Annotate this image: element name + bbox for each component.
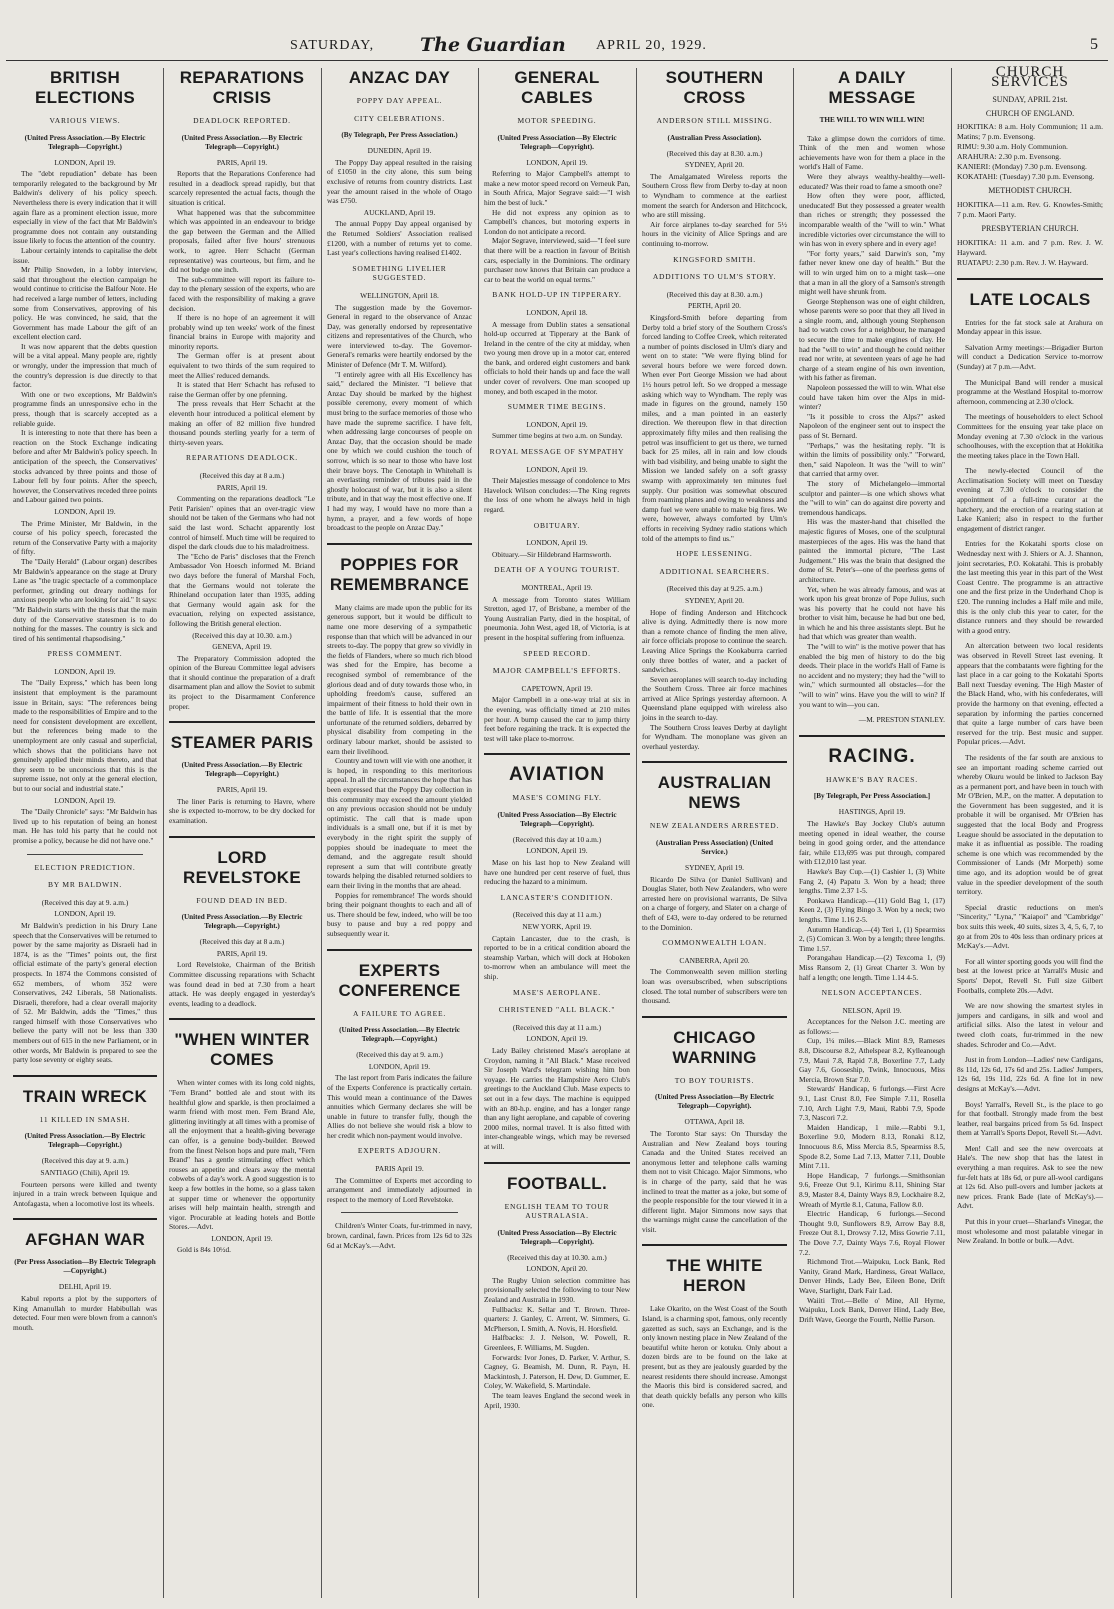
dateline: LONDON, April 19. — [526, 538, 588, 548]
subhead: 11 KILLED IN SMASH. — [39, 1114, 131, 1124]
paragraph: What happened was that the subcommittee which was appointed in an endeavour to bridge the gap between the German and the Allied proposals, failed after five hours' strenuous work, to agree. Herr Schacht (German representative) was courteous, but firm, and he did not budge one inch. — [169, 207, 315, 275]
paragraph: How often they were poor, afflicted, uneducated! But they possessed a greater wealth than riches or strength; they possessed the incomparable wealth of the "will to win." What incredible victories over circumstance the will to win has won in every sphere and in every age! — [799, 191, 945, 249]
separator — [957, 278, 1103, 280]
dateline: DUNEDIN, April 19. — [367, 146, 432, 156]
church-date: SUNDAY, APRIL 21st. — [992, 95, 1068, 105]
acceptance-list: Maiden Handicap, 1 mile.—Rabbi 9.1, Boxerline 9.0, Modern 8.13, Ronaki 8.12, Innocuous 8.6, Miss Mercia 8.5, Spearmiss 8.5, Spode 8.2, Some Lad 7.13, Matter 7.11, Double Mint 7.11. — [799, 1122, 945, 1171]
dateline: PERTH, April 20. — [688, 301, 741, 311]
headline-reparations-crisis: REPARATIONS CRISIS — [179, 68, 305, 107]
headline-anzac-day: ANZAC DAY — [348, 68, 451, 87]
separator — [799, 735, 945, 737]
paragraph: It is interesting to note that there has been a reaction on the Stock Exchange indicating before and after Mr Baldwin's policy speech. In anticipation of the speech, the Conservatives' stocks advanced by three points and those of Labour fell by four points. After the speech, however, the Conservatives receded three points and Labour gained two points. — [13, 428, 157, 505]
dateline: LONDON, April 19. — [526, 464, 588, 474]
paragraph: Forwards: Ivor Jones, D. Parker, V. Arthur, S. Cagney, G. Beamish, M. Dunn, R. Payn, H. Mackintosh, J. Paterson, H. Dew, D. Gummer, E. Coley, W. Wakefield, S. Martindale. — [484, 1352, 630, 1391]
masthead-rule — [6, 60, 1108, 61]
paragraph: The story of Michelangelo—immortal sculptor and painter—is one which shows what the "will to win" can do against dire poverty and tremendous handicaps. — [799, 478, 945, 517]
paragraph: The press reveals that Herr Schacht at the eleventh hour introduced a political element by making an offer of 82 million five hundred thousand pounds sterling yearly for a term of thirty-seven years. — [169, 399, 315, 447]
church-service: KANIERI: (Monday) 7.30 p.m. Evensong. — [957, 162, 1087, 172]
dateline: GENEVA, April 19. — [212, 642, 272, 652]
received-line: (Received this day at 9.25. a.m.) — [666, 584, 763, 594]
headline-experts-conference: EXPERTS CONFERENCE — [338, 960, 461, 1000]
paragraph: "Is it possible to cross the Alps?" asked Napoleon of the engineer sent out to inspect the pass of St. Bernard. — [799, 411, 945, 440]
column-rule — [163, 68, 164, 1598]
paragraph: Entries for the fat stock sale at Arahura on Monday appear in this issue. — [957, 317, 1103, 337]
headline-football: FOOTBALL. — [507, 1173, 607, 1193]
headline-train-wreck: TRAIN WRECK — [22, 1086, 148, 1106]
headline-lord-revelstoke: LORD REVELSTOKE — [183, 847, 301, 887]
column-british-elections — [10, 64, 160, 1604]
race-result: Hawke's Bay Cup.—(1) Cashier 1, (3) White Fang 2, (4) Papatu 3. Won by a head; three lengths. Time 2.37 1-5. — [799, 866, 945, 896]
subhead: LANCASTER'S CONDITION. — [500, 892, 614, 902]
dateline: PARIS, April 19. — [216, 948, 268, 958]
separator — [484, 1162, 630, 1164]
masthead-date: APRIL 20, 1929. — [596, 38, 707, 53]
paragraph: The Commonwealth seven million sterling loan was oversubscribed, when subscriptions closed. The total number of subscribers were ten thousand. — [642, 967, 787, 1006]
dateline: OTTAWA, April 18. — [684, 1117, 745, 1127]
paragraph: Major Campbell in a one-way trial at six in the evening, was officially timed at 210 miles per hour. A bump caused the car to jump thirty feet before regaining the track. It is expected the test will take place to-morrow. — [484, 695, 630, 743]
separator — [642, 1016, 787, 1018]
paragraph: An altercation between two local residents was observed in Revell Street last evening. It appears that the combatants were fighting for the last place in a car going to the Kokatahi Sports Ball next Tuesday evening. The High Master of the Black Hand, who, with his confederates, will provide the harmony on that evening, effected a separation by informing the parties concerned that quite a large number of cars have been reserved for the trip. Best music and supper. Popular prices.—Advt. — [957, 641, 1103, 747]
masthead-day: SATURDAY, — [290, 38, 375, 53]
paragraph: Lord Revelstoke, Chairman of the British Committee discussing reparations with Schacht was found dead in bed at 7.30 from a heart attack. He was deeply engaged in yesterday's events, leading to a deadlock. — [169, 960, 315, 1008]
received-line: (Received this day at 8 a.m.) — [199, 937, 285, 947]
dateline: SYDNEY, April 20. — [685, 595, 744, 605]
received-line: (Received this day at 9. a.m.) — [41, 1156, 129, 1166]
credit-line: (By Telegraph, Per Press Association.) — [341, 131, 458, 140]
subhead: MASE'S AEROPLANE. — [513, 987, 601, 997]
received-line: (Received this day at 8 a.m.) — [199, 471, 285, 480]
subhead: SOMETHING LIVELIER SUGGESTED. — [352, 263, 447, 283]
advertisement: We are now showing the smartest styles in jumpers and cardigans, in silk and wool and artificial silks. Also the latest in velour and tweed cloth coats, fur-trimmed in the new shades. Schroder and Co.—Advt. — [957, 1001, 1103, 1049]
paragraph: Yet, when he was already famous, and was at work upon his great bronze of Pope Julius, such was his poverty that he could not have his brother to visit him, because he had but one bed, in which he and his three assistants slept. But he had that which was greater than wealth. — [799, 584, 945, 642]
headline-aviation: AVIATION — [509, 764, 605, 786]
acceptance-list: Waiiti Trot.—Belle o' Mine, All Hyrne, Waipuku, Lock Bank, Denver Hind, Lady Bee, Drift Wave, George the Fourth, Nellie Parson. — [799, 1295, 945, 1324]
paragraph: Obituary.—Sir Hildebrand Harmsworth. — [492, 549, 612, 559]
column-rule — [636, 68, 637, 1598]
paragraph: The "debt repudiation" debate has been temporarily relegated to the background by Mr Baldwin's delivery of his policy speech. Nevertheless there is every indication that it will again flare as a prominent election issue, more especially in view of the fact that Mr Baldwin's programme does not contain any outstanding issue likely to focus the attention of the country. — [13, 169, 157, 246]
separator — [642, 1244, 787, 1246]
paragraph: The Municipal Band will render a musical programme at the Westland Hospital to-morrow afternoon, commencing at 2.30 o'clock. — [957, 377, 1103, 406]
subhead: CITY CELEBRATIONS. — [354, 113, 445, 123]
paragraph: The annual Poppy Day appeal organised by the Returned Soldiers' Association realised £1200, with a number of returns yet to come. Last year's collections having realised £1402. — [327, 219, 472, 258]
paragraph: Their Majesties message of condolence to Mrs Havelock Wilson concludes:—The King regrets the loss of one whom he always held in high regard. — [484, 476, 630, 514]
paragraph: Entries for the Kokatahi sports close on Wednesday next with J. Shiers or A. J. Shannon, joint secretaries, P.O. Kokatahi. This is probably the last meeting this year in this part of the West Coast Centre. The programme is an attractive one and the first prize in the Underhand Chop is £20. The running includes a Half mile and mile, this is the only club this year to cater, for the distance runners and they should be rewarded with a good entry. — [957, 539, 1103, 635]
subhead: POPPY DAY APPEAL. — [356, 96, 443, 105]
subhead: KINGSFORD SMITH. — [673, 254, 756, 264]
paragraph: The Rugby Union selection committee has provisionally selected the following to tour New Zealand and Australia in 1930. — [484, 1275, 630, 1305]
subhead: ELECTION PREDICTION. — [34, 862, 136, 872]
church-service: KOKATAHI: (Tuesday) 7.30 p.m. Evensong. — [957, 172, 1095, 182]
dateline: CAPETOWN, April 19. — [521, 683, 593, 693]
received-line: (Received this day at 8.30. a.m.) — [666, 289, 763, 299]
advertisement: Men! Call and see the new overcoats at Hale's. The new shop that has the latest in everything a man requires. Ask to see the new fur-felt hats at 18s 6d, or pure all-wool cardigans at 12s 6d. Also pull-overs and lumber jackets at new prices. Frank Bade (late of McKay's).—Advt. — [957, 1143, 1103, 1211]
subhead: COMMONWEALTH LOAN. — [662, 938, 767, 948]
paragraph: Fullbacks: K. Sellar and T. Brown. Three-quarters: J. Ganley, C. Arrent, W. Simmers, G. McPherson, I. Smith, A. Novis, H. Horsfield. — [484, 1304, 630, 1333]
subhead: SUMMER TIME BEGINS. — [507, 402, 607, 412]
paragraph: Halfbacks: J. J. Nelson, W. Powell, R. Greenlees, F. Williams, M. Sugden. — [484, 1333, 630, 1353]
dateline: NELSON, April 19. — [842, 1005, 902, 1015]
advertisement: For all winter sporting goods you will find the best at the lowest price at Yarrall's Music and Sports' Depot, Revell St. Full size Gilbert Footballs, complete 20s.—Advt. — [957, 956, 1103, 995]
subhead: ADDITIONS TO ULM'S STORY. — [652, 272, 777, 282]
headline-steamer-paris: STEAMER PARIS — [170, 733, 314, 753]
credit-line: (Australian Press Association) (United Service.) — [655, 839, 774, 857]
paragraph: Major Segrave, interviewed, said—"I feel sure that there will be a reaction in favour of British cars, especially in the Dominions. The ordinary purchaser now knows that Britain can produce a car to beat the world on equal terms." — [484, 236, 630, 284]
subhead: HAWKE'S BAY RACES. — [826, 774, 918, 784]
column-daily-message — [796, 64, 948, 1604]
church-service: HOKITIKA: 8 a.m. Holy Communion; 11 a.m. Matins; 7 p.m. Evensong. — [957, 122, 1103, 142]
paragraph: He did not express any opinion as to Campbell's chances, but motoring experts in London do not anticipate a record. — [484, 207, 630, 236]
column-reparations — [166, 64, 318, 1604]
paragraph: The Hawke's Bay Jockey Club's autumn meeting opened in ideal weather, the course being in good going order, and the attendance fair, while £13,695 was put through, compared with £12,010 last year. — [799, 819, 945, 867]
received-line: (Received this day at 10 a.m.) — [512, 834, 602, 844]
column-rule — [478, 68, 479, 1598]
advertisement: Special drastic reductions on men's "Sincerity," "Lyna," "Kaiapoi" and "Cambridge" box suits this week, 40 suits, sizes 3, 4, 5, 6, 7, to go at from 20s to 40s less than ordinary prices at McKay's.—Advt. — [957, 902, 1103, 951]
paragraph: The team leaves England the second week in April, 1930. — [484, 1391, 630, 1410]
advertisement: Boys! Yarrall's, Revell St., is the place to go for that football. Strongly made from the best leather, real bargains priced from 5s 6d. Inspect them at Yarrall's Sports Depot, Revell St.—Advt. — [957, 1099, 1103, 1138]
dateline: LONDON, April 19. — [54, 157, 116, 167]
race-result: Ponkawa Handicap.—(11) Gold Bag 1, (17) Keen 2, (3) Flying Bingo 3. Won by a neck; two lengths. Time 1.16 2-5. — [799, 895, 945, 924]
paragraph: Take a glimpse down the corridors of time. Think of the men and women whose achievements have won for them a place in the world's Hall of Fame. — [799, 133, 945, 172]
paragraph: Napoleon possessed the will to win. What else could have taken him over the Alps in mid-winter? — [799, 383, 945, 412]
page-number: 5 — [1090, 36, 1098, 53]
paragraph: With one or two exceptions, Mr Baldwin's programme finds an unresponsive echo in the press, though that is scarcely accepted as a reliable guide. — [13, 389, 157, 428]
paragraph: "Perhaps," was the hesitating reply. "It is within the limits of possibility only." "Forward, then," said Napoleon. It was the "will to win" that carried that army over. — [799, 440, 945, 479]
paragraph: Mr Baldwin's prediction in his Drury Lane speech that the Conservatives will be returned to power by the same majority as Disraeli had in 1874, is as the "Times" points out, the first official estimate of the party's general election prospects. In 1874 the Commons consisted of 652 members, of whom 352 were Conservatives, 242 Liberals, 58 Nationalists. Disraeli, therefore, had a clear overall majority of 52. Mr Baldwin, adds the "Times," thus ranged himself with those Conservatives who believe the party will not be less than 330 members out of 615 in the new Parliament, or in other words, Mr Baldwin is prepared to see the party lose seventy or eighty seats. — [13, 920, 157, 1065]
dateline: HASTINGS, April 19. — [838, 807, 906, 817]
credit-line: (United Press Association.—By Electric Telegraph—Copyright.) — [24, 1132, 146, 1150]
paragraph: "For forty years," said Darwin's son, "my father never knew one day of health." But the will to win urged him on to a might task—one that a man in all the glory of a Samson's strength might well have shrunk from. — [799, 248, 945, 297]
race-result: Porangahau Handicap.—(2) Texcoma 1, (9) Miss Ransom 2, (1) Great Charter 3. Won by half a length; one length. Time 1.14 4-5. — [799, 953, 945, 982]
credit-line: [By Telegraph, Per Press Association.] — [813, 792, 931, 801]
paragraph: Kingsford-Smith before departing from Derby told a brief story of the Southern Cross's forced landing to Coffee Creek, which reiterated a number of points disclosed in Ulm's diary and went on to state: "We were flying blind for several hours before we were forced down. When ever Port George Mission we had about 1½ hours petrol left. So we dropped a message asking which way to Wyndham. The reply was made in figures on the ground, namely 150 miles, and a man pointed in an easterly direction. We thereupon flew in that direction approximately fifty miles and then realising the petrol was insufficient to get us there, we turned back for 25 miles, all in rain and low clouds with bad visibility, and being unable to sight the Mission we landed safely on a soft grassy swamp with approximately ten minutes fuel supply. Our position was somewhat obscured from roaming planes and owing to weakness and damp fuel we were unable to make big fires. We were, however, always comforted by Ulm's efforts in receiving Sydney radio stations which told of the attempts to find us." — [642, 312, 787, 543]
dateline: LONDON, April 19. — [211, 1233, 273, 1243]
paragraph: The Amalgamated Wireless reports the Southern Cross flew from Derby to-day at noon to Wyndham to commence at the earliest moment the search for Anderson and Hitchcock, who are still missing. — [642, 171, 787, 220]
subhead: DEADLOCK REPORTED. — [193, 116, 291, 125]
subhead: BY MR BALDWIN. — [47, 880, 123, 890]
separator — [169, 1018, 315, 1020]
subhead: SPEED RECORD. — [523, 648, 591, 658]
dateline: PARIS April 19. — [375, 1164, 424, 1174]
paragraph: The "Echo de Paris" discloses that the French Ambassador Von Hoesch informed M. Briand two days before the funeral of Marshal Foch, that the Germans would not tolerate the Rhineland occupation later than 1935, adding that Germany would again ask for the evacuation, relying on expected assistance, following the British general election. — [169, 551, 315, 628]
church-denomination: METHODIST CHURCH. — [988, 186, 1072, 196]
paragraph: Captain Lancaster, due to the crash, is reported to be in a critical condition aboard the steamship Varban, which will dock at Hoboken to-morrow when an ambulance will meet the ship. — [484, 933, 630, 981]
church-service: RIMU: 9.30 a.m. Holy Communion. — [957, 142, 1068, 152]
paragraph: The suggestion made by the Governor-General in regard to the observance of Anzac Day, was generally endorsed by representative citizens and representatives of the Church, who were interviewed to-day. The Governor-General's remarks were heartily endorsed by the Minister of Defence (Mr T. M. Wilford). — [327, 302, 472, 370]
paragraph: Fourteen persons were killed and twenty injured in a train wreck between Iquique and Antofagasta, when a locomotive lost its wheels. — [13, 1179, 157, 1208]
headline-poppies: POPPIES FOR REMEMBRANCE — [329, 554, 470, 594]
headline-australian-news: AUSTRALIAN NEWS — [657, 773, 772, 813]
received-line: (Received this day at 11 a.m.) — [512, 910, 602, 920]
paragraph: The "Daily Express," which has been long insistent that employment is the paramount issue in Britain, says: "The references being made to the responsibilities of Empire and to the need for consistent development are excellent, but the references being made to the unemployment are only casual and superficial, which shows that the politicians have not genuinely applied their minds thereto, and that they seem to be unconscious that this is the supreme issue, not only at the general election, but to our social and industrial state." — [13, 678, 157, 793]
dateline: DELHI, April 19. — [58, 1282, 112, 1292]
dateline: SANTIAGO (Chili), April 19. — [40, 1168, 130, 1178]
column-rule — [321, 68, 322, 1598]
subhead: MOTOR SPEEDING. — [517, 116, 597, 125]
paragraph: Poppies for remembrance! The words should bring their poignant thoughts to each and all of us. There should be few, indeed, who will be too busy to pause and buy a red poppy and subsequently wear it. — [327, 890, 472, 938]
received-line: (Received this day at 8.30. a.m.) — [666, 148, 763, 158]
paragraph: Lake Okarito, on the West Coast of the South Island, is a charming spot, famous, only recently gazetted as such, says an Exchange, and is the only known nesting place in New Zealand of the beautiful white heron or kotuku. Only about a dozen birds are to be found on the lake at present, but as they are jealously guarded by the nearest residents there should increase. Amongst the Maoris this bird is considered sacred, and that death quickly befalls any person who kills one. — [642, 1304, 787, 1410]
paragraph: It was now apparent that the debts question will be a vital appeal. Many people are, rightly or wrongly, under the impression that much of the country's depression is due directly to that factor. — [13, 341, 157, 390]
separator — [169, 721, 315, 723]
dateline: SYDNEY, April 19. — [685, 863, 744, 873]
paragraph: The "will to win" is the motive power that has enabled the big men of history to do the big deeds. Their place in the world's Hall of Fame is no accident and no mystery; they had the "will to win," which surmounted all obstacles—for the "will to win" wins. Have you the will to win? If you want to win—you can. — [799, 642, 945, 709]
separator — [341, 1212, 458, 1213]
church-service: HOKITIKA: 11 a.m. and 7 p.m. Rev. J. W. Hayward. — [957, 237, 1103, 257]
headline-southern-cross: SOUTHERN CROSS — [665, 68, 764, 107]
paragraph: "I entirely agree with all His Excellency has said," declared the Minister. "I believe that Anzac Day should be marked by the highest possible ceremony, every moment of which must bring to the surface memories of those who have made the supreme sacrifice. I have felt, when addressing large concourses of people on Anzac Day, that the occasion should be made one by which we could cushion the touch of sorrow, which is so near to those who have lost their brave boys. The Cenotaph in Whitehall is an everlasting reminder of tributes paid in the ghostly holocaust of war, but it is also a silent tribute, and in that way the most effective one. If I had my way, I would have no more than a hymn, a prayer, and a few words of hope broadcast to the people on Anzac Day." — [327, 369, 472, 533]
dateline: LONDON, April 19. — [526, 157, 588, 167]
subhead: VARIOUS VIEWS. — [49, 116, 121, 125]
paragraph: Acceptances for the Nelson J.C. meeting are as follows:— — [799, 1017, 945, 1036]
page-columns — [6, 64, 1108, 1604]
paragraph: Mase on his last hop to New Zealand will have one hundred per cent reserve of fuel, thus reducing the hazard to a minimum. — [484, 858, 630, 887]
acceptance-list: Richmond Trot.—Waipuku, Lock Bank, Red Vanity, Grand Mark, Hardiness, Great Wallace, Denver Hinds, Lady Bee, Eileen Bone, Drift Wave, Starlight, Dark Fair Lad. — [799, 1257, 945, 1295]
separator — [327, 949, 472, 951]
paragraph: The German offer is at present about equivalent to two thirds of the sum required to meet the Allies' reduced demands. — [169, 351, 315, 380]
acceptance-list: Hope Handicap, 7 furlongs.—Smithsonian 9.6, Freeze Out 9.1, Kirimu 8.11, Shining Star 8.9, Master 8.4, Dainty Ways 8.9, Lockhaire 8.2, Wreath of Myrtle 8.1, Catuna, Fallow 8.0. — [799, 1170, 945, 1209]
paragraph: Reports that the Reparations Conference had resulted in a deadlock spread rapidly, but that scarcely represented the actual facts, though the situation is critical. — [169, 169, 315, 207]
advertisement: Just in from London—Ladies' new Cardigans, 8s 11d, 12s 6d, 17s 6d and 25s. Ladies' Jumpers, 12s 6d, 19s 11d, 22s 6d. A fine lot in new designs at McKay's.—Advt. — [957, 1055, 1103, 1093]
subhead: DEATH OF A YOUNG TOURIST. — [494, 565, 620, 575]
paragraph: Air force airplanes to-day searched for 5½ hours in the vicinity of Alice Springs and are continuing to-morrow. — [642, 219, 787, 248]
dateline: LONDON, April 19. — [54, 666, 116, 676]
paragraph: The liner Paris is returning to Havre, where she is expected to-morrow, to be dry docked for examination. — [169, 796, 315, 826]
dateline: LONDON, April 19. — [526, 419, 588, 429]
newspaper-title: The Guardian — [420, 34, 566, 56]
dateline: WELLINGTON, April 18. — [360, 290, 439, 300]
dateline: AUCKLAND, April 19. — [363, 207, 436, 217]
paragraph: Commenting on the reparations deadlock "Le Petit Parisien" opines that an over-tragic view should not be taken of the Germans who had not said the last word. Schacht apparently lost control of himself. Much time will be required to dispel the dark clouds due to his maladroitness. — [169, 494, 315, 552]
subhead: NELSON ACCEPTANCES. — [821, 988, 923, 998]
subhead: ADDITIONAL SEARCHERS. — [659, 566, 770, 576]
column-rule — [951, 68, 952, 1598]
subhead: ROYAL MESSAGE OF SYMPATHY — [489, 447, 625, 457]
dateline: LONDON, April 18. — [526, 307, 588, 317]
separator — [13, 1075, 157, 1077]
dateline: SYDNEY, April 20. — [685, 160, 744, 170]
subhead: TO BOY TOURISTS. — [674, 1075, 755, 1085]
acceptance-list: Stewards' Handicap, 6 furlongs.—First Acre 9.1, Last Crust 8.0, Fee Simple 7.11, Rosella 7.10, Arch Light 7.9, Maui, Rabbi 7.9, Spode 7.3, Nascori 7.2. — [799, 1084, 945, 1123]
paragraph: The newly-elected Council of the Acclimatisation Society will meet on Tuesday evening at 7.30 o'clock to consider the appointment of a full-time curator at the hatchery, and the erection of a rearing station at Lake Kanieri; also in respect to the further engagement of district ranger. — [957, 466, 1103, 533]
subhead: HOPE LESSENING. — [676, 549, 753, 559]
credit-line: (Per Press Association—By Electric Telegraph—Copyright.) — [14, 1258, 156, 1276]
signature: —M. PRESTON STANLEY. — [858, 715, 945, 725]
subhead: ENGLISH TEAM TO TOUR AUSTRALASIA. — [504, 1201, 610, 1221]
advertisement: Children's Winter Coats, fur-trimmed in navy, brown, cardinal, fawn. Prices from 12s 6d to 32s 6d at McKay's.—Advt. — [327, 1221, 472, 1250]
paragraph: The Committee of Experts met according to arrangement and immediately adjourned in respect to the memory of Lord Revelstoke. — [327, 1175, 472, 1204]
received-line: (Received this day at 10.30. a.m.) — [507, 1252, 607, 1262]
paragraph: Mr Philip Snowden, in a lobby interview, said that throughout the election campaign he would continue to criticise the Balfour Note. He had received a large number of letters, including some from Conservatives, approving of his policy. He was convinced, he said, that the Government has made Labour the gift of an excellent election card. — [13, 265, 157, 342]
subhead: CHRISTENED "ALL BLACK." — [498, 1005, 616, 1015]
advertisement: Put this in your cruet—Sharland's Vinegar, the most wholesome and most palatable vinegar in New Zealand. In bottle or bulk.—Advt. — [957, 1217, 1103, 1246]
received-line: (Received this day at 10.30. a.m.) — [192, 630, 292, 640]
paragraph: The "Daily Chronicle" says: "Mr Baldwin has lived up to his reputation of being an honest man. He has told his party that he could not promise a policy, because he did not have one." — [13, 807, 157, 845]
paragraph: Many claims are made upon the public for its generous support, but it would be difficult to name one more deserving of a sympathetic response than that which will be advanced in our streets to-day. The poppy that grew so vividly in the fields of Flanders, where so much rich blood was shed for the Empire, has become a recognised symbol of remembrance of the glorious dead and of duty towards those who, in upholding freedom's cause, suffered an impairment of their fitness to hold their own in the battle of life. It is essential that the more unfortunate of the returned soldiers, debarred by physical disability from competing in the ordinary labour market, should be assisted to earn their livelihood. — [327, 602, 472, 756]
acceptance-list: Electric Handicap, 6 furlongs.—Second Thought 9.0, Sunflowers 8.9, Arrow Bay 8.8, Freeze Out 8.1, Drowsy 7.12, Miss Gowrie 7.11, The Dove 7.7, Dainty Ways 7.6, Royal Flower 7.2. — [799, 1209, 945, 1257]
paragraph: The Poppy Day appeal resulted in the raising of £1050 in the city alone, this sum being exclusive of returns from country districts. Last year the amount raised in the whole of Otago was £750. — [327, 157, 472, 206]
column-southern-cross — [639, 64, 790, 1604]
church-service: ARAHURA: 2.30 p.m. Evensong. — [957, 152, 1061, 162]
church-service: HOKITIKA—11 a.m. Rev. G. Knowles-Smith; 7 p.m. Maori Party. — [957, 199, 1103, 219]
received-line: (Received this day at 9. a.m.) — [41, 897, 129, 907]
paragraph: Seven aeroplanes will search to-day including the Southern Cross. Three air force machines arrived at Alice Springs yesterday afternoon. A Queensland plane equipped with wireless also joins in the search to-day. — [642, 674, 787, 723]
dateline: LONDON, April 19. — [526, 1034, 588, 1044]
paragraph: Country and town will vie with one another, it is hoped, in responding to this meritorious appeal. In all the circumstances the hope that has been expressed that the Poppy Day collection in this community may exceed the amount yielded on any previous occasion should not be unduly optimistic. The call that is made upon individuals is a small one, but if it is met by everybody in the right spirit the supply of poppies should be inadequate to meet the demand, and the aggregate result should represent a sum that will contribute greatly towards helping the disabled returned soldiers to earn their living in the months that are ahead. — [327, 756, 472, 890]
credit-line: (United Press Association—By Electric Telegraph—Copyright). — [497, 810, 617, 828]
subhead: MAJOR CAMPBELL'S EFFORTS. — [492, 666, 622, 676]
paragraph: Labour certainly intends to capitalise the debt issue. — [13, 245, 157, 265]
advertisement: When winter comes with its long cold nights, "Fern Brand" bottled ale and stout with its healthful glow and sparkle, is then proclaimed a warm friend with most men. Fern Brand Ale, glittering invitingly at all times with a promise of all the enjoyment that a health-giving beverage can offer, is a genuine body-builder. Brewed from the finest Nelson hops and pure malt, "Fern Brand" has a gentle stimulating effect which rouses an appetite and clears away the mental cobwebs of a day's work. A good suggestion is to keep a few bottles in the home, so a glass taken at supper time or whenever the opportunity arises will help maintain health, strength and vigor. Procurable at leading hotels and Bottle Stores.—Advt. — [169, 1078, 315, 1232]
headline-afghan-war: AFGHAN WAR — [24, 1230, 146, 1250]
paragraph: The Preparatory Commission adopted the opinion of the Bureau Committee legal advisers that it should continue the preparation of a draft disarmament plan and allow the Soviet to submit its project to the Disarmament Conference proper. — [169, 653, 315, 711]
credit-line: (United Press Association.—By Electric Telegraph—Copyright.) — [24, 133, 146, 151]
dateline: PARIS, April 19. — [216, 482, 268, 492]
dateline: PARIS, April 19. — [216, 157, 268, 167]
credit-line: (United Press Association.—By Electric Telegraph—Copyright.) — [181, 761, 303, 779]
credit-line: (Australian Press Association). — [667, 133, 762, 142]
paragraph: A message from Dublin states a sensational hold-up occurred at Tipperary at the Bank of Ireland in the centre of the city at midday, when two young men drove up in a motor car, entered the bank, and ordered eight customers and bank officials to hold their hands up and face the wall under cover of revolvers. One man scooped up money, and both escaped in the motor. — [484, 319, 630, 396]
subhead: FOUND DEAD IN BED. — [196, 895, 288, 905]
headline-british-elections: BRITISH ELECTIONS — [35, 68, 135, 107]
dateline: LONDON, April 19. — [54, 795, 116, 805]
received-line: (Received this day at 11 a.m.) — [512, 1022, 602, 1032]
masthead — [0, 0, 1114, 60]
headline-daily-message: A DAILY MESSAGE — [828, 68, 916, 107]
paragraph: The Prime Minister, Mr Baldwin, in the course of his policy speech, forecasted the return of the Conservative Party with a majority of fifty. — [13, 518, 157, 557]
subhead: EXPERTS ADJOURN. — [357, 1146, 442, 1156]
paragraph: Were they always wealthy-healthy—well-educated? Was their road to fame a smooth one? — [799, 171, 945, 191]
separator — [327, 543, 472, 545]
church-service: RUATAPU: 2.30 p.m. Rev. J. W. Hayward. — [957, 257, 1089, 267]
acceptance-list: Cup, 1¼ miles.—Black Mint 8.9, Rameses 8.8, Discourse 8.2, Athelspear 8.2, Kylleanough 7.9, Maui 7.8, Rapid 7.8, Boxerline 7.7, Lady Gay 7.6, Gooseship, Twink, Innocuous, Miss Mercia, Brown Star 7.0. — [799, 1036, 945, 1084]
paragraph: Ricardo De Silva (or Daniel Sullivan) and Douglas Slater, both New Zealanders, who were arrested here on provisional warrants, De Silva on a charge of forgery, and Slater on a charge of theft of £43, were to-day ordered to be returned to the Dominion. — [642, 874, 787, 932]
paragraph: Gold is 84s 10½d. — [177, 1245, 231, 1255]
headline-racing: RACING. — [828, 745, 916, 767]
credit-line: (United Press Association—By Electric Telegraph—Copyright). — [654, 1093, 775, 1111]
dateline: LONDON, April 20. — [526, 1264, 588, 1274]
received-line: (Received this day at 9. a.m.) — [356, 1050, 443, 1060]
column-general-cables — [481, 64, 633, 1604]
subhead: A FAILURE TO AGREE. — [352, 1008, 447, 1018]
column-rule — [793, 68, 794, 1598]
headline-church-services: CHURCH SERVICES — [991, 64, 1069, 90]
church-denomination: CHURCH OF ENGLAND. — [985, 108, 1075, 118]
separator — [484, 753, 630, 755]
paragraph: Kabul reports a plot by the supporters of King Amanullah to murder Habibullah was detected. Four men were blown from a cannon's mouth. — [13, 1294, 157, 1332]
separator — [642, 761, 787, 763]
church-denomination: PRESBYTERIAN CHURCH. — [981, 223, 1079, 233]
paragraph: The meetings of householders to elect School Committees for the ensuing year take place on Monday evening at 7.30 o'clock in the various schoolhouses, with the exception that at Hokitika the meeting takes place in the Town Hall. — [957, 412, 1103, 460]
paragraph: Hope of finding Anderson and Hitchcock alive is dying. Admittedly there is now more than a remote chance of finding the men alive, air force officials propose to continue the search. Leaving Alice Springs the Kookaburra carried only three bottles of water, and a packet of sandwiches. — [642, 607, 787, 675]
dateline: LONDON, April 19. — [526, 846, 588, 856]
subhead: REPARATIONS DEADLOCK. — [186, 453, 298, 463]
dateline: PARIS, April 19. — [216, 785, 268, 795]
dateline: MONTREAL, April 19. — [521, 582, 593, 592]
dateline: LONDON, April 19. — [54, 909, 116, 919]
dateline: LONDON, April 19. — [54, 506, 116, 516]
dateline: LONDON, April 19. — [368, 1061, 431, 1071]
paragraph: A message from Toronto states William Stretton, aged 17, of Brisbane, a member of the Young Australian Party, died in the hospital, of pneumonia. John West, aged 18, of Victoria, is at present in the hospital suffering from influenza. — [484, 594, 630, 642]
headline-chicago-warning: CHICAGO WARNING — [672, 1027, 757, 1067]
dateline: CANBERRA, April 20. — [679, 955, 750, 965]
dateline: NEW YORK, April 19. — [522, 922, 592, 932]
separator — [13, 1218, 157, 1220]
credit-line: (United Press Association—By Electric Telegraph—Copyright). — [497, 1228, 617, 1246]
race-result: Autumn Handicap.—(4) Teri 1, (1) Spearmiss 2, (5) Comican 3. Won by a length; three lengths. Time 1.57. — [799, 924, 945, 953]
paragraph: The last report from Paris indicates the failure of the Experts Conference is practically certain. This would mean a continuance of the Dawes annuities which Germany declares she will be unable in future to transfer fully, though the Allies do not believe she would risk a blow to her credit which non-payment would involve. — [327, 1073, 472, 1140]
headline-late-locals: LATE LOCALS — [969, 289, 1091, 309]
paragraph: Summer time begins at two a.m. on Sunday. — [492, 431, 623, 441]
paragraph: If there is no hope of an agreement it will probably wind up ten weeks' work of the finest financial brains in Europe with majority and minority reports. — [169, 313, 315, 351]
separator — [169, 836, 315, 838]
column-anzac-day — [324, 64, 475, 1604]
subhead: BANK HOLD-UP IN TIPPERARY. — [492, 290, 622, 300]
headline-general-cables: GENERAL CABLES — [514, 68, 600, 107]
subhead: PRESS COMMENT. — [47, 649, 123, 659]
paragraph: The Southern Cross leaves Derby at daylight for Wyndham. The monoplane was given an overhaul yesterday. — [642, 722, 787, 751]
paragraph: It is stated that Herr Schacht has refused to raise the German offer by one pfenning. — [169, 380, 315, 399]
credit-line: (United Press Association.—By Electric Telegraph.—Copyright.) — [181, 913, 303, 931]
subhead: MASE'S COMING FLY. — [512, 793, 602, 803]
paragraph: The Toronto Star says: On Thursday the Australian and New Zealand boys touring Canada and the United States received an anonymous letter and telephone calls warning them not to visit Chicago. Major Simmons, who is in charge of the party, said that he was inclined to treat the matter as a joke, but some of the people responsible for the tour viewed it in a different light. Major Simmons now says that the warnings might cause the cancellation of the visit. — [642, 1128, 787, 1234]
paragraph: Salvation Army meetings:—Brigadier Burton will conduct a Dedication Service to-morrow (Sunday) at 7 p.m.—Advt. — [957, 342, 1103, 371]
paragraph: The "Daily Herald" (Labour organ) describes Mr Baldwin's appearance on the stage at Drury Lane as "the tragic spectacle of a commonplace performer, grinding out dreary nothings for anxious people who are looking for aid." It says: "Mr Baldwin starts with the thesis that the main duty of the Conservative statesmen is to do nothing for the masses. The country is sick and tired of his sentimental rhapsodising." — [13, 556, 157, 643]
subhead: OBITUARY. — [533, 520, 581, 530]
paragraph: George Stephenson was one of eight children, whose parents were so poor that they all lived in a single room, and, although young Stephenson had to watch cows for a neighbour, he managed to secure the time to make engines of clay. He had the "will to win" and though he could neither read nor write, at seventeen years of age he had charge of a steam engine of his own invention, with his father as fireman. — [799, 296, 945, 383]
credit-line: (United Press Association.—By Electric Telegraph.—Copyright.) — [339, 1026, 460, 1044]
subhead: NEW ZEALANDERS ARRESTED. — [649, 821, 780, 831]
paragraph: Lady Bailey christened Mase's aeroplane at Croydon, naming it "All Black." Mase received Sir Joseph Ward's telegram wishing him bon voyage. He carries the Hampshire Aero Club's greetings to the Auckland Club. Mase expects to set out in a few days. The machine is equipped with an 80-h.p. engine, and has a longer range than any light aeroplane, and capable of covering 2000 miles, normal travel. It is also fitted with inter-changeable wings, which may be reversed at will. — [484, 1045, 630, 1151]
subhead: ANDERSON STILL MISSING. — [656, 116, 773, 125]
paragraph: The sub-committee will report its failure to-day to the plenary session of the experts, who are faced with the responsibility of making a grave decision. — [169, 274, 315, 313]
paragraph: Referring to Major Campbell's attempt to make a new motor speed record on Verneuk Pan, in South Africa, Major Segrave said:—"I wish him the best of luck." — [484, 169, 630, 207]
separator — [27, 854, 143, 855]
subhead: THE WILL TO WIN WILL WIN! — [819, 116, 925, 124]
paragraph: His was the master-hand that chiselled the majestic figures of Moses, one of the sculptural masterpieces of the ages. His was the hand that painted the immortal picture, "The Last Judgement." His was the brain that designed the dome of St. Peter's—one of the peerless gems of architecture. — [799, 517, 945, 584]
headline-when-winter-comes: "WHEN WINTER COMES — [174, 1030, 310, 1070]
headline-white-heron: THE WHITE HERON — [666, 1256, 763, 1296]
column-church-services — [954, 64, 1106, 1604]
credit-line: (United Press Association.—By Electric Telegraph—Copyright.) — [181, 133, 303, 151]
credit-line: (United Press Association—By Electric Telegraph—Copyright). — [497, 133, 617, 151]
paragraph: The residents of the far south are anxious to see an important roading scheme carried out whereby Okuru would be linked to Jackson Bay as a permanent port, and have been in touch with Mr O'Brien, M.P., on the matter. A deputation to the Government has been suggested, and it is probable it will be organised. Mr O'Brien has suggested that the local Body and Progress League should be associated in the deputation to make it as influential as possible. The roading scheme is one which was recommended by the Commissioner of Lands (Mr Morpeth) some time ago, and its adoption would be of great value in the speedier development of the south territory. — [957, 752, 1103, 897]
